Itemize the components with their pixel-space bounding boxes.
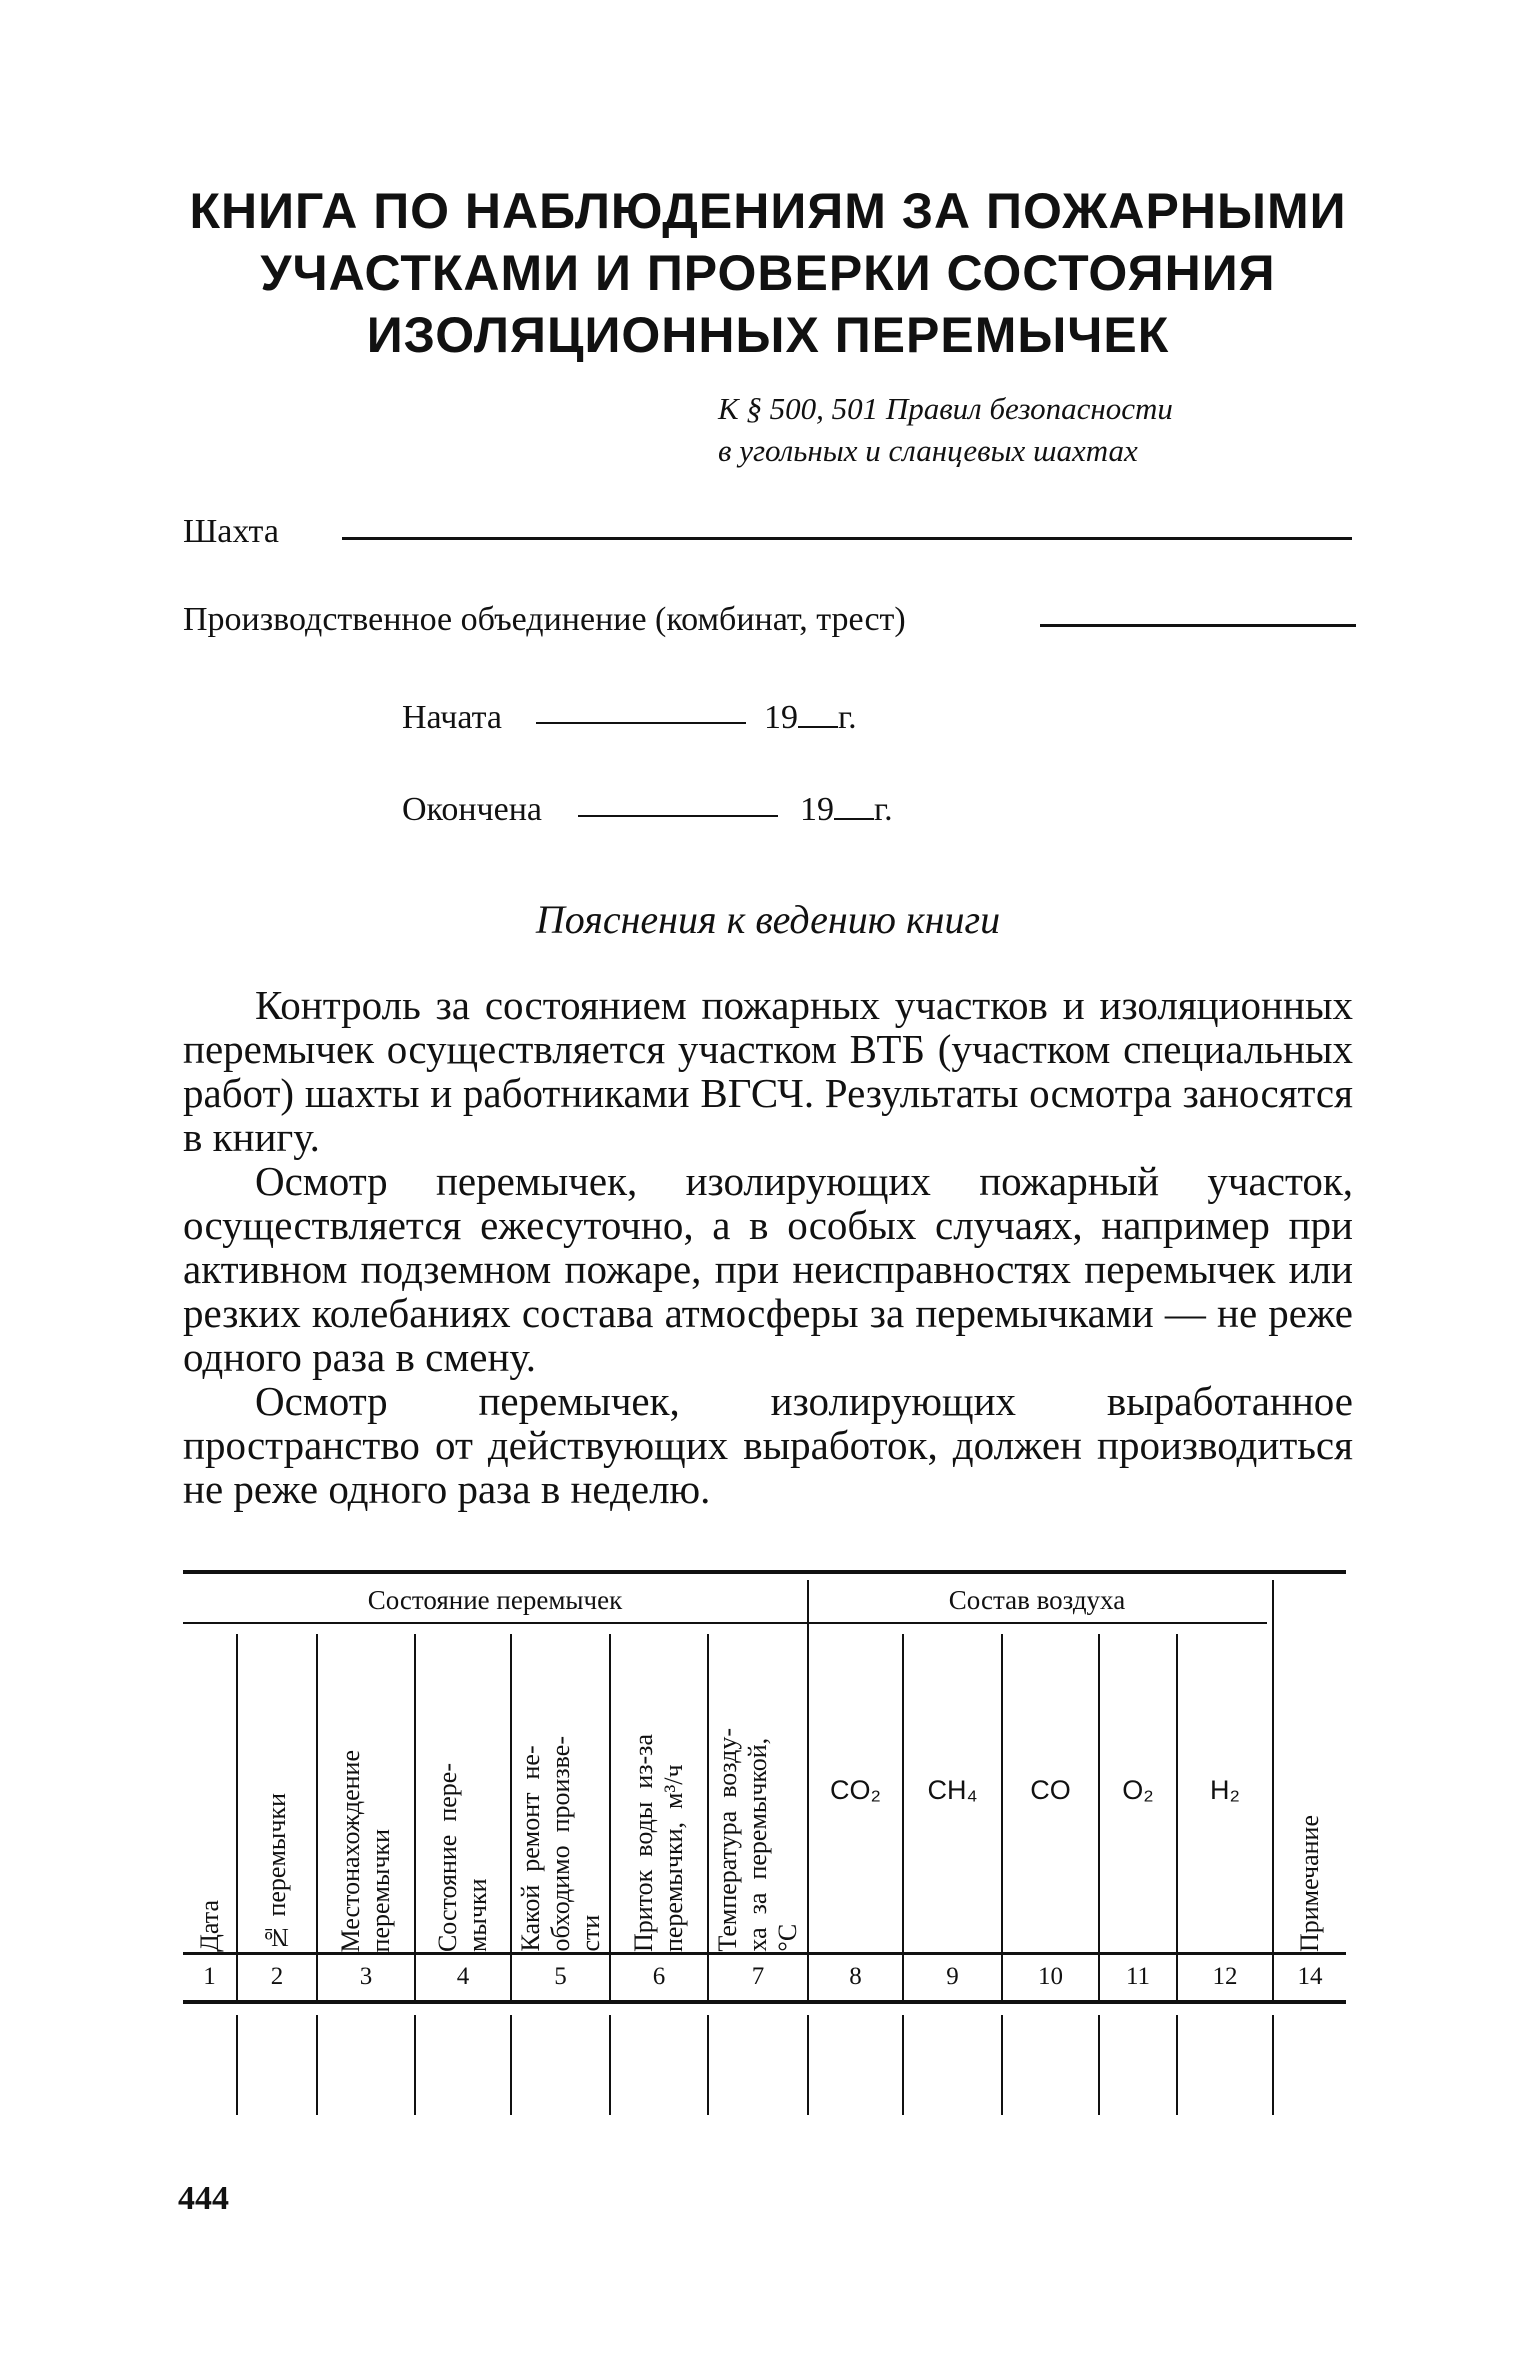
air-group-rule: [807, 1622, 1267, 1624]
header-bulkhead-number: [238, 1634, 316, 1952]
header-condition: [416, 1634, 510, 1952]
regulation-reference: [718, 388, 1173, 472]
row-divider-6: [707, 2015, 709, 2115]
col-number-12: 12: [1212, 1963, 1238, 1990]
body-text: [183, 983, 1353, 1511]
col-number-6: 6: [652, 1963, 666, 1990]
header-location: [318, 1634, 414, 1952]
started-date-line[interactable]: [536, 722, 746, 724]
ended-year-prefix: 19: [800, 791, 834, 828]
header-location-text: Местонахождение перемычки: [336, 1749, 395, 1952]
header-water-inflow: [611, 1634, 707, 1952]
ended-date-line[interactable]: [578, 815, 778, 817]
header-notes: [1274, 1634, 1346, 1952]
row-divider-1: [236, 2015, 238, 2115]
row-divider-4: [510, 2015, 512, 2115]
row-divider-9: [1001, 2015, 1003, 2115]
header-bottom-rule: [183, 1952, 1346, 1955]
header-ch4: CH₄: [927, 1775, 978, 1805]
col-number-10: 10: [1038, 1963, 1063, 1990]
header-temperature-text: Температура возду- ха за перемычкой, °С: [713, 1728, 802, 1952]
started-label: Начата: [402, 699, 502, 736]
number-row-rule: [183, 2000, 1346, 2004]
paragraph-1: Контроль за состоянием пожарных участков и изоляционных перемычек осуществляется участком ВТБ (участком специальных работ) шахты и работниками ВГСЧ. Результаты осмотра заносятся в книгу.: [183, 982, 1353, 1160]
header-co2: CO₂: [830, 1775, 881, 1805]
header-temperature: [709, 1634, 807, 1952]
air-group-heading: Состав воздуха: [948, 1585, 1126, 1615]
ended-year: [800, 790, 893, 830]
association-label: Производственное объединение (комбинат, трест): [183, 601, 906, 638]
paragraph-3: Осмотр перемычек, изолирующих выработанное пространство от действующих выработок, должен производиться не реже одного раза в неделю.: [183, 1378, 1353, 1512]
reference-line-1: К § 500, 501 Правил безопасности: [718, 391, 1173, 426]
header-condition-text: Состояние пере- мычки: [433, 1762, 492, 1952]
header-repair: [512, 1634, 609, 1952]
row-divider-3: [414, 2015, 416, 2115]
ended-year-suffix: г.: [874, 791, 893, 828]
col-number-4: 4: [456, 1963, 470, 1990]
table-top-rule: [183, 1570, 1346, 1574]
association-field-line[interactable]: [1040, 624, 1356, 627]
row-divider-5: [609, 2015, 611, 2115]
col-number-5: 5: [554, 1963, 567, 1990]
col-number-3: 3: [359, 1963, 373, 1990]
col-number-14: 14: [1297, 1963, 1323, 1990]
row-divider-2: [316, 2015, 318, 2115]
header-water-inflow-text: Приток воды из-за перемычки, м³/ч: [629, 1733, 688, 1952]
title-line-2: УЧАСТКАМИ И ПРОВЕРКИ СОСТОЯНИЯ: [260, 245, 1276, 301]
row-divider-11: [1176, 2015, 1178, 2115]
title-line-3: ИЗОЛЯЦИОННЫХ ПЕРЕМЫЧЕК: [366, 307, 1170, 363]
col-number-1: 1: [203, 1963, 216, 1990]
col-number-8: 8: [849, 1963, 862, 1990]
header-repair-text: Какой ремонт не- обходимо произве- сти: [515, 1736, 605, 1952]
header-notes-text: Примечание: [1295, 1814, 1324, 1952]
bulkheads-group-rule: [183, 1622, 807, 1624]
explanations-heading: Пояснения к ведению книги: [535, 897, 1001, 942]
header-bulkhead-number-text: № перемычки: [262, 1792, 291, 1952]
started-year: [764, 698, 857, 738]
header-h2: H₂: [1210, 1775, 1240, 1805]
title-line-1: КНИГА ПО НАБЛЮДЕНИЯМ ЗА ПОЖАРНЫМИ: [189, 183, 1347, 239]
col-number-2: 2: [270, 1963, 284, 1990]
paragraph-2: Осмотр перемычек, изолирующих пожарный участок, осуществляется ежесуточно, а в особых случаях, например при активном подземном пожаре, при неисправностях перемычек или резких колебаниях состава атмосферы за перемычками — не реже одного раза в смену.: [183, 1158, 1353, 1380]
col-number-9: 9: [946, 1963, 959, 1990]
row-divider-12: [1272, 2015, 1274, 2115]
row-divider-7: [807, 2015, 809, 2115]
header-o2: O₂: [1122, 1775, 1154, 1805]
page-title: [150, 180, 1386, 366]
header-co: CO: [1030, 1775, 1071, 1805]
header-date: [183, 1634, 236, 1952]
page-number: 444: [178, 2180, 229, 2217]
started-year-prefix: 19: [764, 699, 798, 736]
row-divider-8: [902, 2015, 904, 2115]
started-year-blank[interactable]: [798, 706, 838, 728]
row-divider-10: [1098, 2015, 1100, 2115]
started-year-suffix: г.: [838, 699, 857, 736]
col-number-11: 11: [1125, 1963, 1151, 1990]
header-date-text: Дата: [194, 1900, 224, 1952]
reference-line-2: в угольных и сланцевых шахтах: [718, 433, 1138, 468]
mine-label: Шахта: [183, 513, 279, 550]
ended-label: Окончена: [402, 791, 543, 828]
col-number-7: 7: [751, 1963, 765, 1990]
mine-field-line[interactable]: [342, 537, 1352, 540]
bulkheads-group-heading: Состояние перемычек: [367, 1585, 623, 1615]
col-divider-7: [807, 1580, 809, 1952]
ended-year-blank[interactable]: [834, 798, 874, 820]
